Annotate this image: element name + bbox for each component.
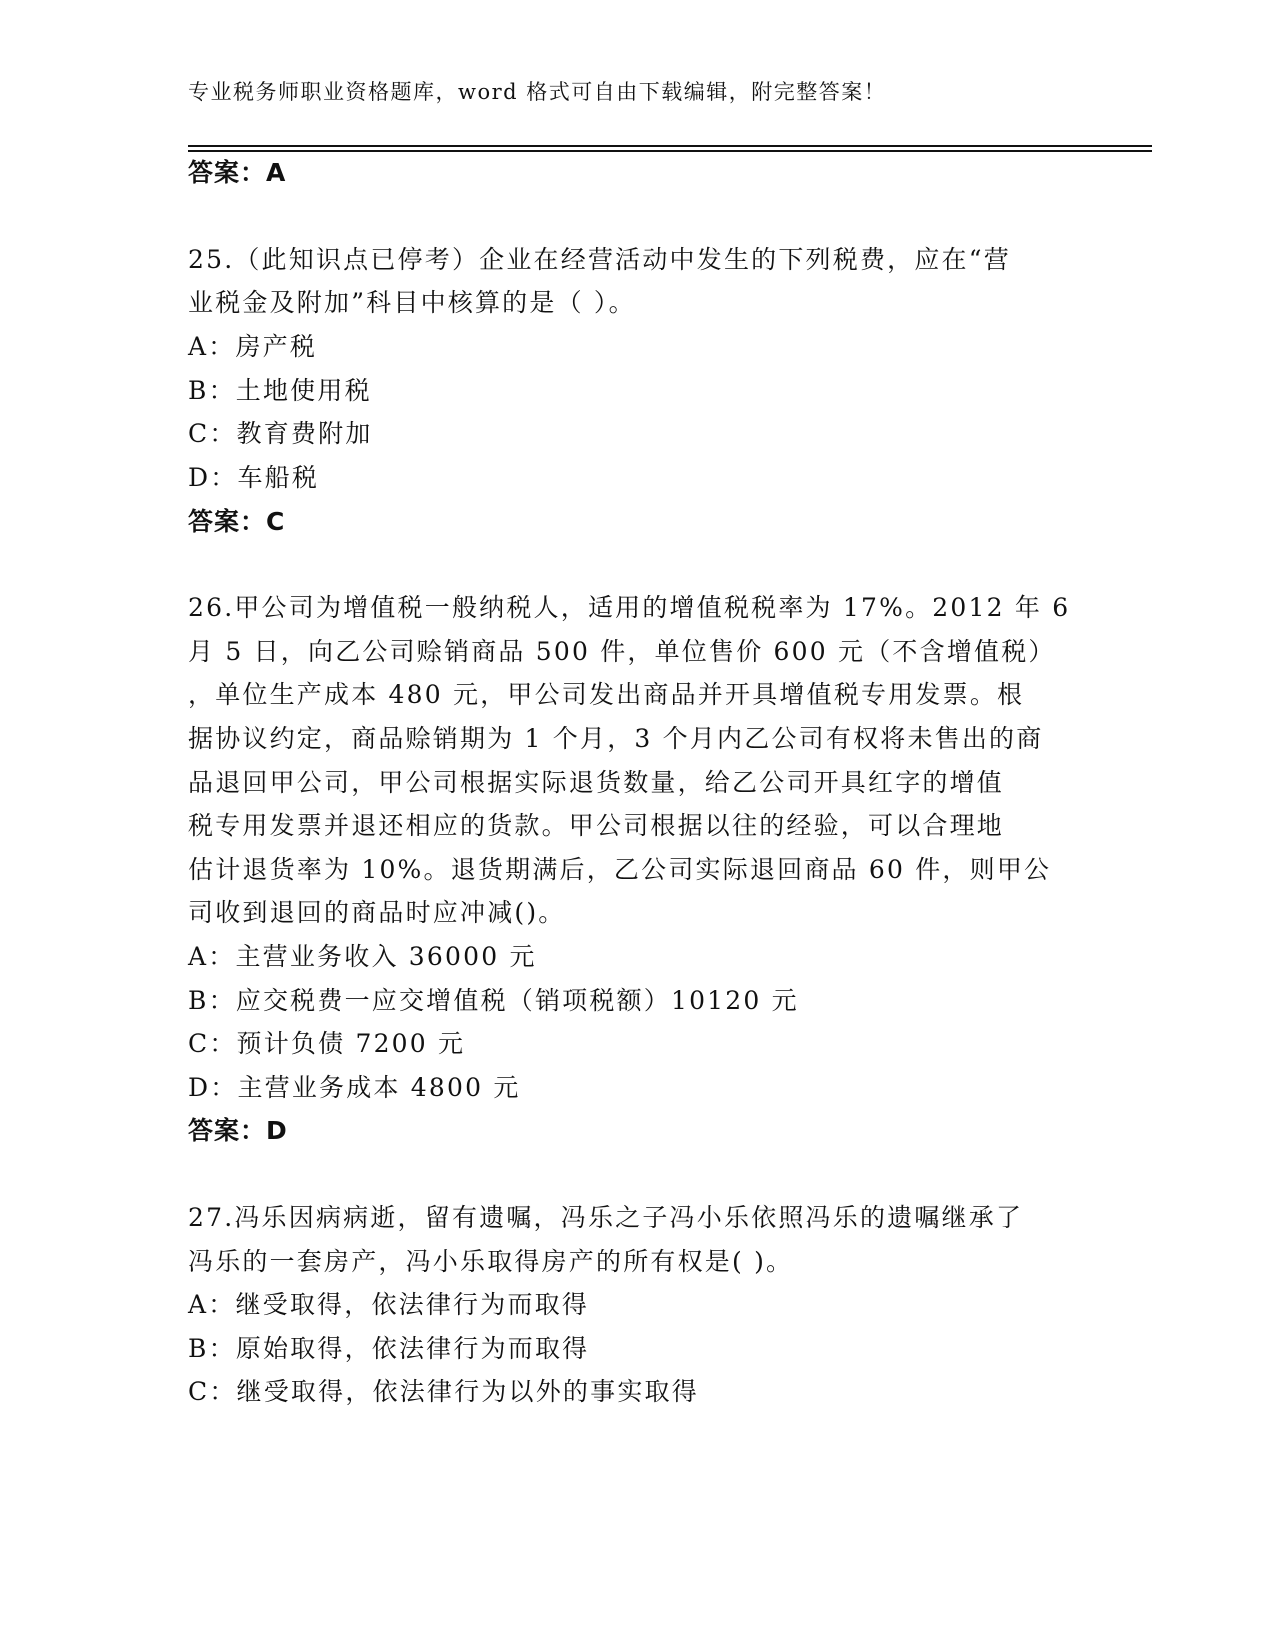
page-header: 专业税务师职业资格题库，word 格式可自由下载编辑，附完整答案！ — [188, 80, 887, 104]
option-b: B：原始取得，依法律行为而取得 — [188, 1334, 590, 1363]
question-stem-line: ，单位生产成本 480 元，甲公司发出商品并开具增值税专用发票。根 — [188, 680, 1025, 709]
question-stem-line: 品退回甲公司，甲公司根据实际退货数量，给乙公司开具红字的增值 — [188, 768, 1005, 797]
header-divider-top — [188, 145, 1152, 147]
option-d: D：主营业务成本 4800 元 — [188, 1073, 521, 1102]
option-b: B：应交税费一应交增值税（销项税额）10120 元 — [188, 986, 799, 1015]
question-stem-line: 税专用发票并退还相应的货款。甲公司根据以往的经验，可以合理地 — [188, 811, 1005, 840]
option-a: A：房产税 — [188, 332, 318, 361]
question-stem-line: 司收到退回的商品时应冲减()。 — [188, 898, 566, 927]
header-divider-bottom — [188, 150, 1152, 152]
question-stem-line: 26.甲公司为增值税一般纳税人，适用的增值税税率为 17%。2012 年 6 — [188, 593, 1071, 622]
question-stem-line: 27.冯乐因病病逝，留有遗嘱，冯乐之子冯小乐依照冯乐的遗嘱继承了 — [188, 1203, 1024, 1232]
answer: 答案：D — [188, 1116, 288, 1145]
option-b: B：土地使用税 — [188, 376, 372, 405]
question-stem-line: 据协议约定，商品赊销期为 1 个月，3 个月内乙公司有权将未售出的商 — [188, 724, 1044, 753]
answer: 答案：C — [188, 507, 286, 536]
question-stem-line: 冯乐的一套房产，冯小乐取得房产的所有权是( )。 — [188, 1247, 794, 1276]
question-stem-line: 估计退货率为 10%。退货期满后，乙公司实际退回商品 60 件，则甲公 — [188, 855, 1052, 884]
option-d: D：车船税 — [188, 463, 320, 492]
option-a: A：主营业务收入 36000 元 — [188, 942, 537, 971]
option-c: C：继受取得，依法律行为以外的事实取得 — [188, 1377, 699, 1406]
option-c: C：预计负债 7200 元 — [188, 1029, 466, 1058]
question-stem-line: 业税金及附加”科目中核算的是（ ）。 — [188, 288, 636, 317]
option-c: C：教育费附加 — [188, 419, 373, 448]
option-a: A：继受取得，依法律行为而取得 — [188, 1290, 590, 1319]
question-stem-line: 月 5 日，向乙公司赊销商品 500 件，单位售价 600 元（不含增值税） — [188, 637, 1056, 666]
question-stem-line: 25.（此知识点已停考）企业在经营活动中发生的下列税费，应在“营 — [188, 245, 1011, 274]
answer-previous: 答案：A — [188, 158, 287, 187]
